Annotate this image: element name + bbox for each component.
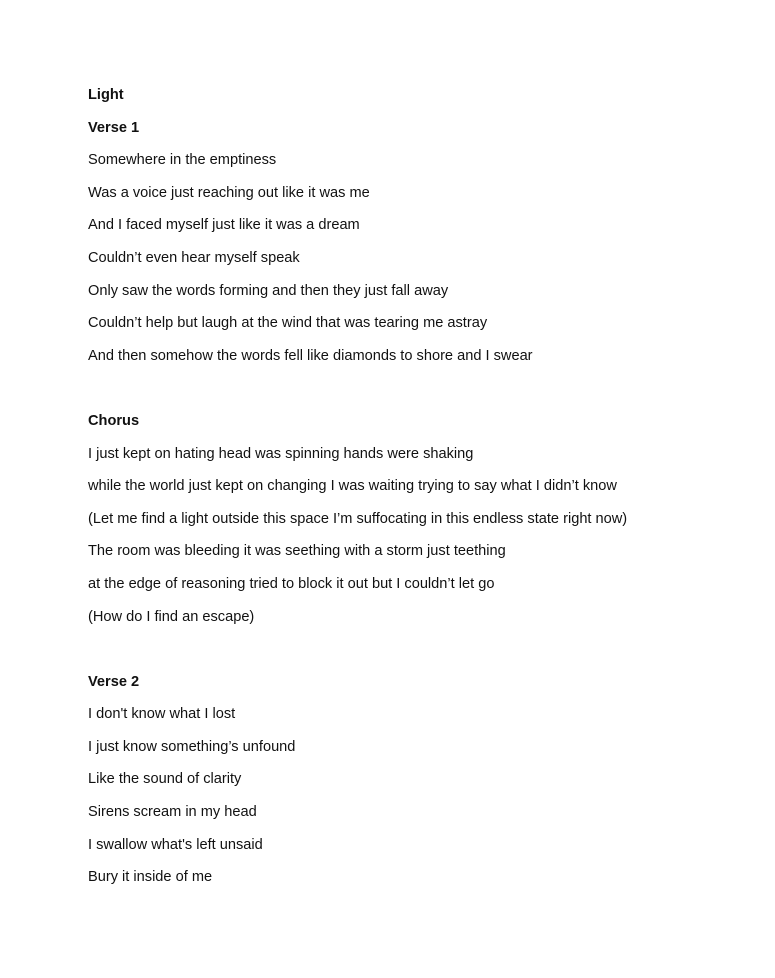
lyric-line: (Let me find a light outside this space I’m suffocating in this endless state right now) bbox=[88, 510, 628, 527]
section-heading-verse-2: Verse 2 bbox=[88, 673, 140, 690]
lyric-line: Like the sound of clarity bbox=[88, 771, 242, 788]
lyric-line: I don't know what I lost bbox=[88, 706, 236, 723]
section-spacer bbox=[88, 378, 748, 411]
lyric-line: Bury it inside of me bbox=[88, 869, 213, 886]
lyric-line: Couldn’t even hear myself speak bbox=[88, 249, 300, 266]
lyric-line: And then somehow the words fell like diamonds to shore and I swear bbox=[88, 347, 533, 364]
lyric-line: at the edge of reasoning tried to block it out but I couldn’t let go bbox=[88, 575, 495, 592]
lyric-line: while the world just kept on changing I was waiting trying to say what I didn’t know bbox=[88, 478, 617, 495]
lyric-line: Only saw the words forming and then they just fall away bbox=[88, 282, 449, 299]
lyric-line: The room was bleeding it was seething with a storm just teething bbox=[88, 543, 506, 560]
lyrics-document bbox=[88, 85, 748, 900]
lyric-line: Somewhere in the emptiness bbox=[88, 152, 277, 169]
lyric-line: Couldn’t help but laugh at the wind that was tearing me astray bbox=[88, 315, 488, 332]
lyric-line: I just kept on hating head was spinning hands were shaking bbox=[88, 445, 474, 462]
section-heading-verse-1: Verse 1 bbox=[88, 119, 140, 136]
lyric-line: And I faced myself just like it was a dream bbox=[88, 217, 360, 234]
lyric-line: Was a voice just reaching out like it was me bbox=[88, 184, 370, 201]
song-title: Light bbox=[88, 87, 124, 103]
lyric-line: I just know something’s unfound bbox=[88, 738, 296, 755]
section-spacer bbox=[88, 639, 748, 672]
lyric-line: Sirens scream in my head bbox=[88, 804, 257, 821]
lyric-line: I swallow what's left unsaid bbox=[88, 836, 263, 853]
section-heading-chorus: Chorus bbox=[88, 412, 140, 429]
lyric-line: (How do I find an escape) bbox=[88, 608, 255, 625]
